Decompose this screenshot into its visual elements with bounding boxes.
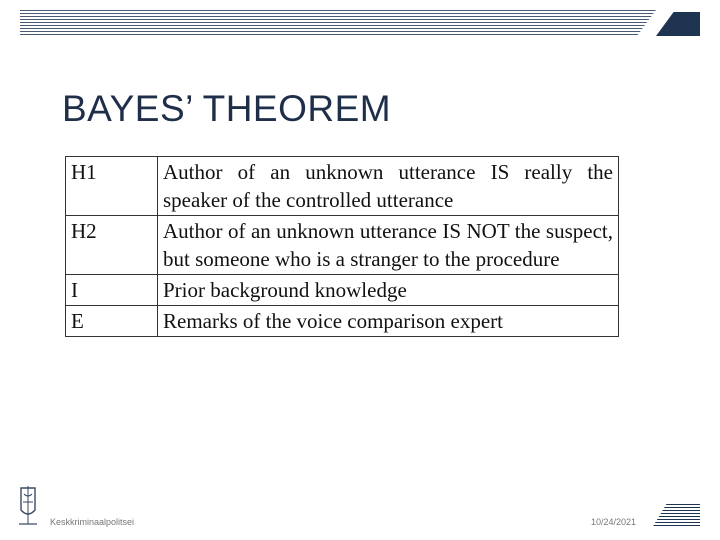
row-description: Author of an unknown utterance IS really the speaker of the controlled utterance <box>158 157 619 216</box>
row-key: E <box>66 306 158 337</box>
footer-stripes-decoration <box>652 504 700 528</box>
police-crest-icon <box>16 484 40 528</box>
header-corner-decoration <box>656 12 700 36</box>
table-row <box>66 306 619 337</box>
table-row <box>66 275 619 306</box>
slide-title: BAYES’ THEOREM <box>62 88 392 129</box>
footer-date: 10/24/2021 <box>591 517 637 527</box>
bayes-definitions-table <box>65 156 619 337</box>
table-row <box>66 216 619 275</box>
row-key: H2 <box>66 216 158 275</box>
header-stripes-decoration <box>20 10 656 36</box>
row-description: Author of an unknown utterance IS NOT the suspect, but someone who is a stranger to the procedure <box>158 216 619 275</box>
row-description: Prior background knowledge <box>158 275 619 306</box>
row-description: Remarks of the voice comparison expert <box>158 306 619 337</box>
row-key: H1 <box>66 157 158 216</box>
row-key: I <box>66 275 158 306</box>
footer-organization: Keskkriminaalpolitsei <box>50 517 135 527</box>
table-row <box>66 157 619 216</box>
